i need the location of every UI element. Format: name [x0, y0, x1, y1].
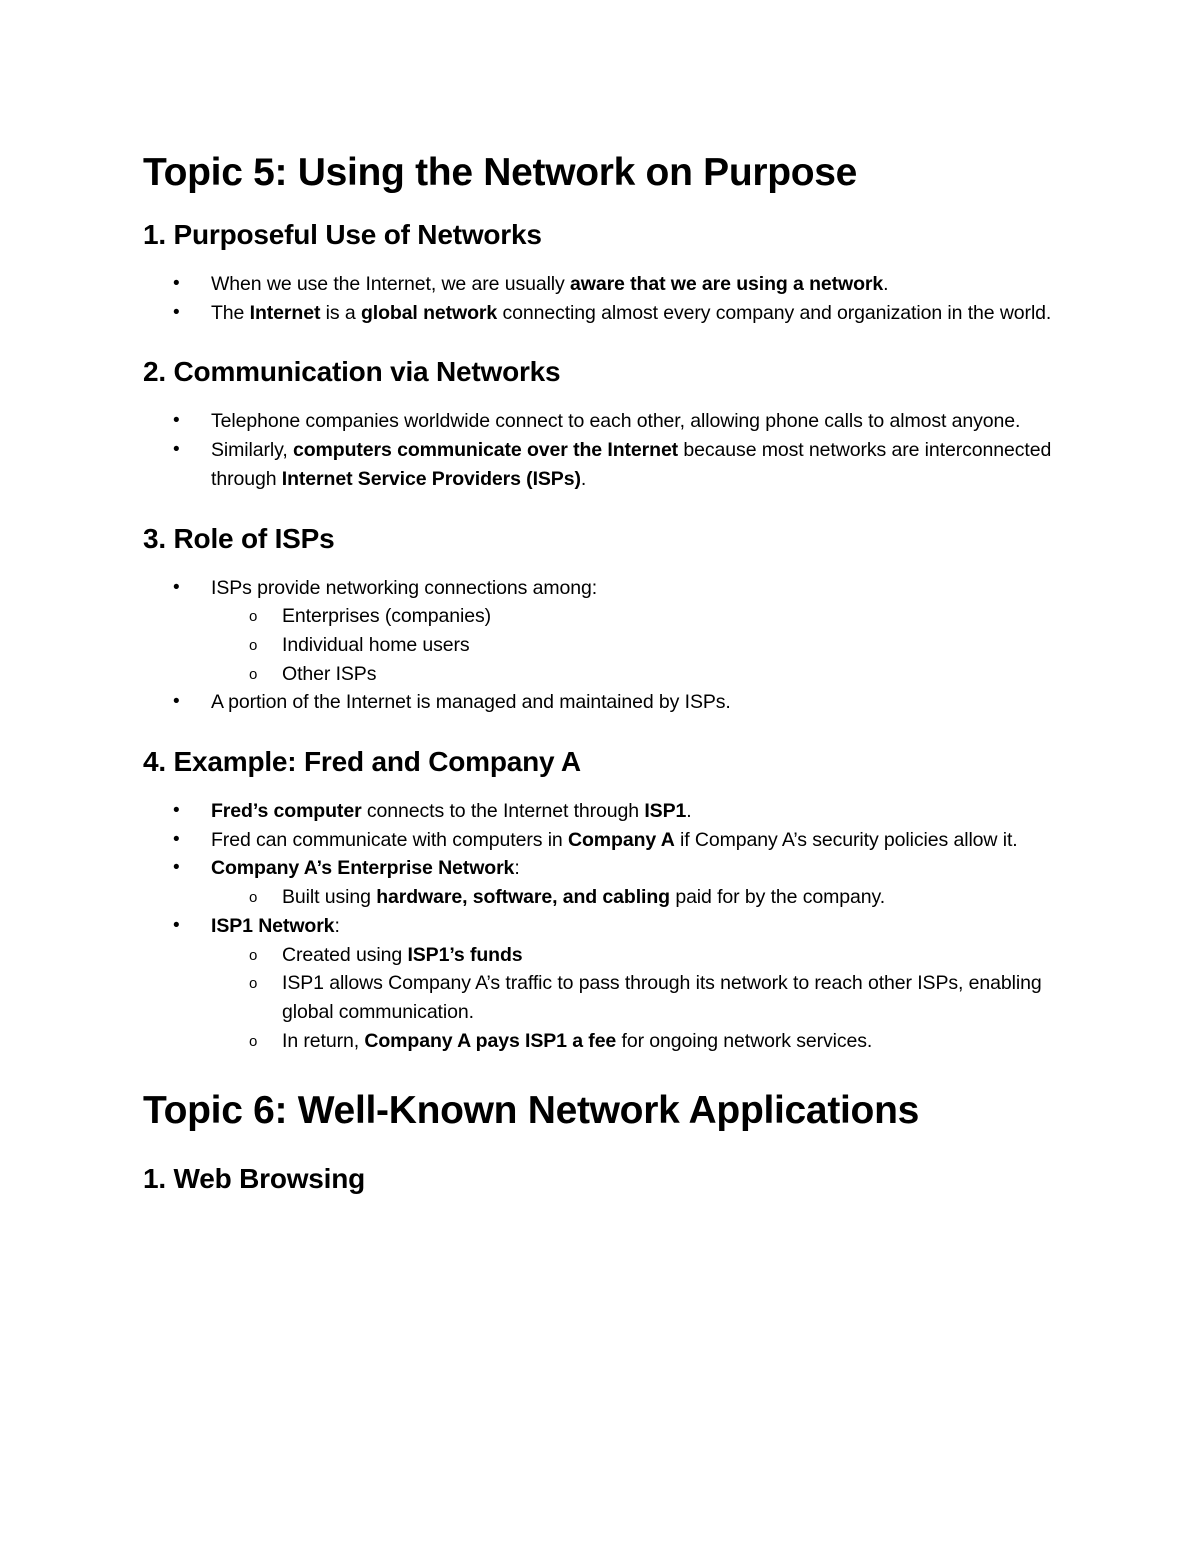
list-item: • ISPs provide networking connections among:: [143, 574, 1058, 603]
list-item: • When we use the Internet, we are usually aware that we are using a network.: [143, 270, 1058, 299]
list-item: • The Internet is a global network connecting almost every company and organization in the world.: [143, 299, 1058, 328]
section-4-heading: 4. Example: Fred and Company A: [143, 746, 581, 778]
section-3-heading: 3. Role of ISPs: [143, 522, 335, 554]
sub-list-item: o Created using ISP1’s funds: [143, 941, 1058, 970]
section-4-list: [143, 797, 1058, 1055]
document-page: [143, 146, 1058, 1198]
section-2-heading: 2. Communication via Networks: [143, 356, 561, 388]
sub-list-item: o ISP1 allows Company A’s traffic to pass through its network to reach other ISPs, enabling global communication.: [143, 969, 1058, 1026]
list-item: • Company A’s Enterprise Network:: [143, 854, 1058, 883]
list-item: • Telephone companies worldwide connect to each other, allowing phone calls to almost anyone.: [143, 407, 1058, 436]
sub-list-item: o Other ISPs: [143, 660, 1058, 689]
sub-list-item: o Built using hardware, software, and cabling paid for by the company.: [143, 883, 1058, 912]
sub-list-item: o Individual home users: [143, 631, 1058, 660]
sub-list-item: o In return, Company A pays ISP1 a fee for ongoing network services.: [143, 1027, 1058, 1056]
list-item: • Similarly, computers communicate over the Internet because most networks are interconnected through Internet Service Providers (ISPs).: [143, 436, 1058, 493]
section-2-list: [143, 407, 1058, 493]
list-item: • Fred can communicate with computers in Company A if Company A’s security policies allow it.: [143, 826, 1058, 855]
topic-6-title: Topic 6: Well-Known Network Applications: [143, 1089, 919, 1133]
topic-6-section-1-heading: 1. Web Browsing: [143, 1163, 366, 1195]
list-item: • A portion of the Internet is managed and maintained by ISPs.: [143, 688, 1058, 717]
list-item: • Fred’s computer connects to the Internet through ISP1.: [143, 797, 1058, 826]
list-item: • ISP1 Network:: [143, 912, 1058, 941]
sub-list-item: o Enterprises (companies): [143, 602, 1058, 631]
section-1-list: [143, 270, 1058, 327]
section-1-heading: 1. Purposeful Use of Networks: [143, 219, 542, 250]
topic-5-title: Topic 5: Using the Network on Purpose: [143, 151, 858, 194]
section-3-list: [143, 574, 1058, 718]
